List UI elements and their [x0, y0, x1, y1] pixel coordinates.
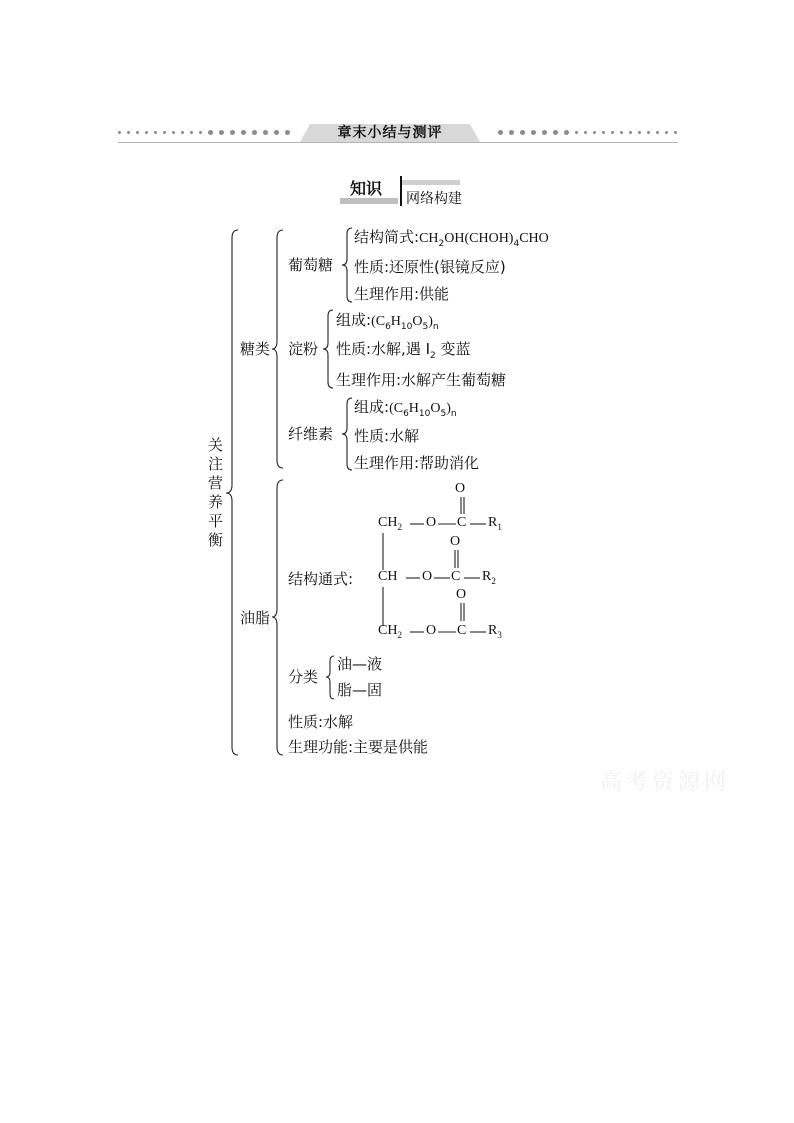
cellulose-label: 纤维素 — [288, 425, 334, 443]
carbonyl-o-2: O — [450, 534, 461, 549]
fats-label: 油脂 — [240, 609, 271, 627]
r2: $R_2$ — [482, 569, 496, 586]
structure-label: 结构通式: — [288, 570, 354, 588]
brace-glucose — [342, 228, 352, 302]
carbon-1: C — [457, 515, 467, 530]
glucose-function: 生理作用:供能 — [354, 285, 450, 303]
brace-cellulose — [342, 398, 352, 470]
ester-o-3: O — [426, 623, 437, 638]
watermark: 高考资源网 — [600, 770, 731, 795]
fats-property: 性质:水解 — [288, 713, 354, 731]
brace-starch — [323, 310, 333, 388]
carbonyl-o-1: O — [455, 481, 466, 496]
cellulose-function: 生理作用:帮助消化 — [354, 454, 480, 472]
glucose-label: 葡萄糖 — [288, 256, 334, 274]
carbonyl-o-3: O — [456, 587, 467, 602]
r3: $R_3$ — [488, 623, 502, 640]
brace-sugars — [272, 230, 283, 468]
brace-classify — [326, 656, 334, 699]
starch-composition: 组成$:(C_6H_{10}O_5)_n$ — [336, 311, 439, 332]
cellulose-composition: 组成$:(C_6H_{10}O_5)_n$ — [354, 398, 457, 419]
ch2-bottom: $CH_2$ — [378, 623, 402, 640]
ester-o-2: O — [422, 569, 433, 584]
r1: $R_1$ — [488, 515, 502, 532]
glucose-property: 性质:还原性(银镜反应) — [354, 258, 506, 276]
glucose-formula: 结构简式$:CH_2OH(CHOH)_4CHO$ — [354, 228, 549, 249]
ester-o-1: O — [426, 515, 437, 530]
classify-oil: 油—液 — [337, 655, 383, 673]
section-tag-sub: 网络构建 — [406, 191, 462, 207]
ch-middle: CH — [378, 569, 398, 584]
brace-fats — [272, 480, 283, 755]
classify-fat: 脂—固 — [337, 681, 383, 699]
fats-function: 生理功能:主要是供能 — [288, 738, 429, 756]
ch2-top: $CH_2$ — [378, 515, 402, 532]
section-tag-main: 知识 — [350, 179, 383, 198]
carbon-3: C — [457, 623, 467, 638]
starch-property: 性质:水解,遇 $I_2$ 变蓝 — [336, 340, 471, 361]
carbon-2: C — [451, 569, 461, 584]
starch-label: 淀粉 — [288, 340, 319, 358]
starch-function: 生理作用:水解产生葡萄糖 — [336, 371, 507, 389]
sugars-label: 糖类 — [240, 340, 271, 358]
chapter-title: 章末小结与测评 — [337, 125, 443, 141]
cellulose-property: 性质:水解 — [354, 427, 420, 445]
root-label: 关注营养平衡 — [208, 436, 224, 549]
brace-root — [226, 230, 238, 755]
classify-label: 分类 — [288, 668, 319, 686]
